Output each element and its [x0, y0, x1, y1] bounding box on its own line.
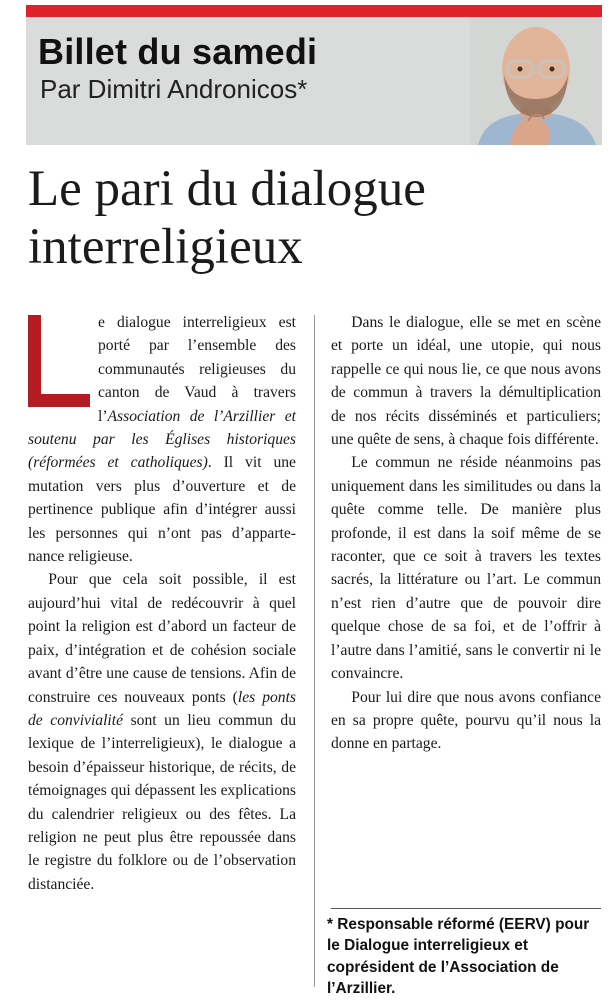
- paragraph-3: Dans le dialogue, elle se met en scène et porte un idéal, une utopie, qui nous rappelle ce qui nous lie, ce que nous avons de commun à travers la démultiplication de nos récits disséminés et particuliers; une quête de sens, à chaque fois différente.: [331, 314, 601, 449]
- column-header: [26, 17, 602, 145]
- column-title: Billet du samedi: [38, 31, 318, 72]
- paragraph-4: Le commun ne réside néanmoins pas uniquement dans les similitudes ou dans la quête comme telle. De manière plus profonde, il est dans la soif même de se raconter, que ce soit à travers les textes sacrés, la littérature ou l’art. Le commun n’est rien d’autre que de pouvoir dire quelque chose de sa foi, et de l’offrir à l’autre dans l’amitié, sans le convertir ni le convaincre.: [331, 454, 601, 683]
- author-portrait: [470, 17, 602, 145]
- header-accent-bar: [26, 5, 602, 17]
- article-column-left: [28, 311, 296, 896]
- dropcap-letter: [28, 315, 90, 407]
- column-divider: [314, 315, 315, 987]
- article-column-right: [331, 311, 601, 756]
- footnote-divider: [331, 908, 601, 909]
- headline-line-1: Le pari du dialogue: [28, 161, 426, 217]
- author-footnote: * Responsable réformé (EERV) pour le Dialogue interreligieux et coprésident de l’Association de l’Arzillier.: [327, 916, 590, 998]
- paragraph-2: Pour que cela soit possible, il est aujourd’hui vital de redécouvrir à quel point la religion est d’abord un facteur de paix, d’intégration et de cohésion sociale avant d’être une cause de tensions. Afin de construire ces nouveaux ponts (les ponts de convivialité sont un lieu commun du lexique de l’interreligieux), le dialogue a besoin d’épaisseur historique, de récits, de témoignages qui dépassent les explications du calendrier religieux ou des fêtes. La religion ne peut plus être repoussée dans le registre du folklore ou de l’observation distanciée.: [28, 571, 297, 893]
- article-headline: [28, 160, 598, 276]
- paragraph-1: e dialogue interreligieux est porté par l’ensemble des communautés religieuses du canton de Vaud à travers l’Association de l’Arzillier et soutenu par les Églises historiques (réformées et catholiques). Il vit une mutation vers plus d’ouverture et de pertinence publique afin d’intégrer aussi les personnes qui n’ont pas d’appartenance religieuse.: [28, 314, 296, 566]
- headline-line-2: interreligieux: [28, 219, 303, 275]
- paragraph-5: Pour lui dire que nous avons confiance en sa propre quête, pourvu qu’il nous la donne en partage.: [331, 688, 601, 753]
- author-byline: Par Dimitri Andronicos*: [40, 74, 308, 104]
